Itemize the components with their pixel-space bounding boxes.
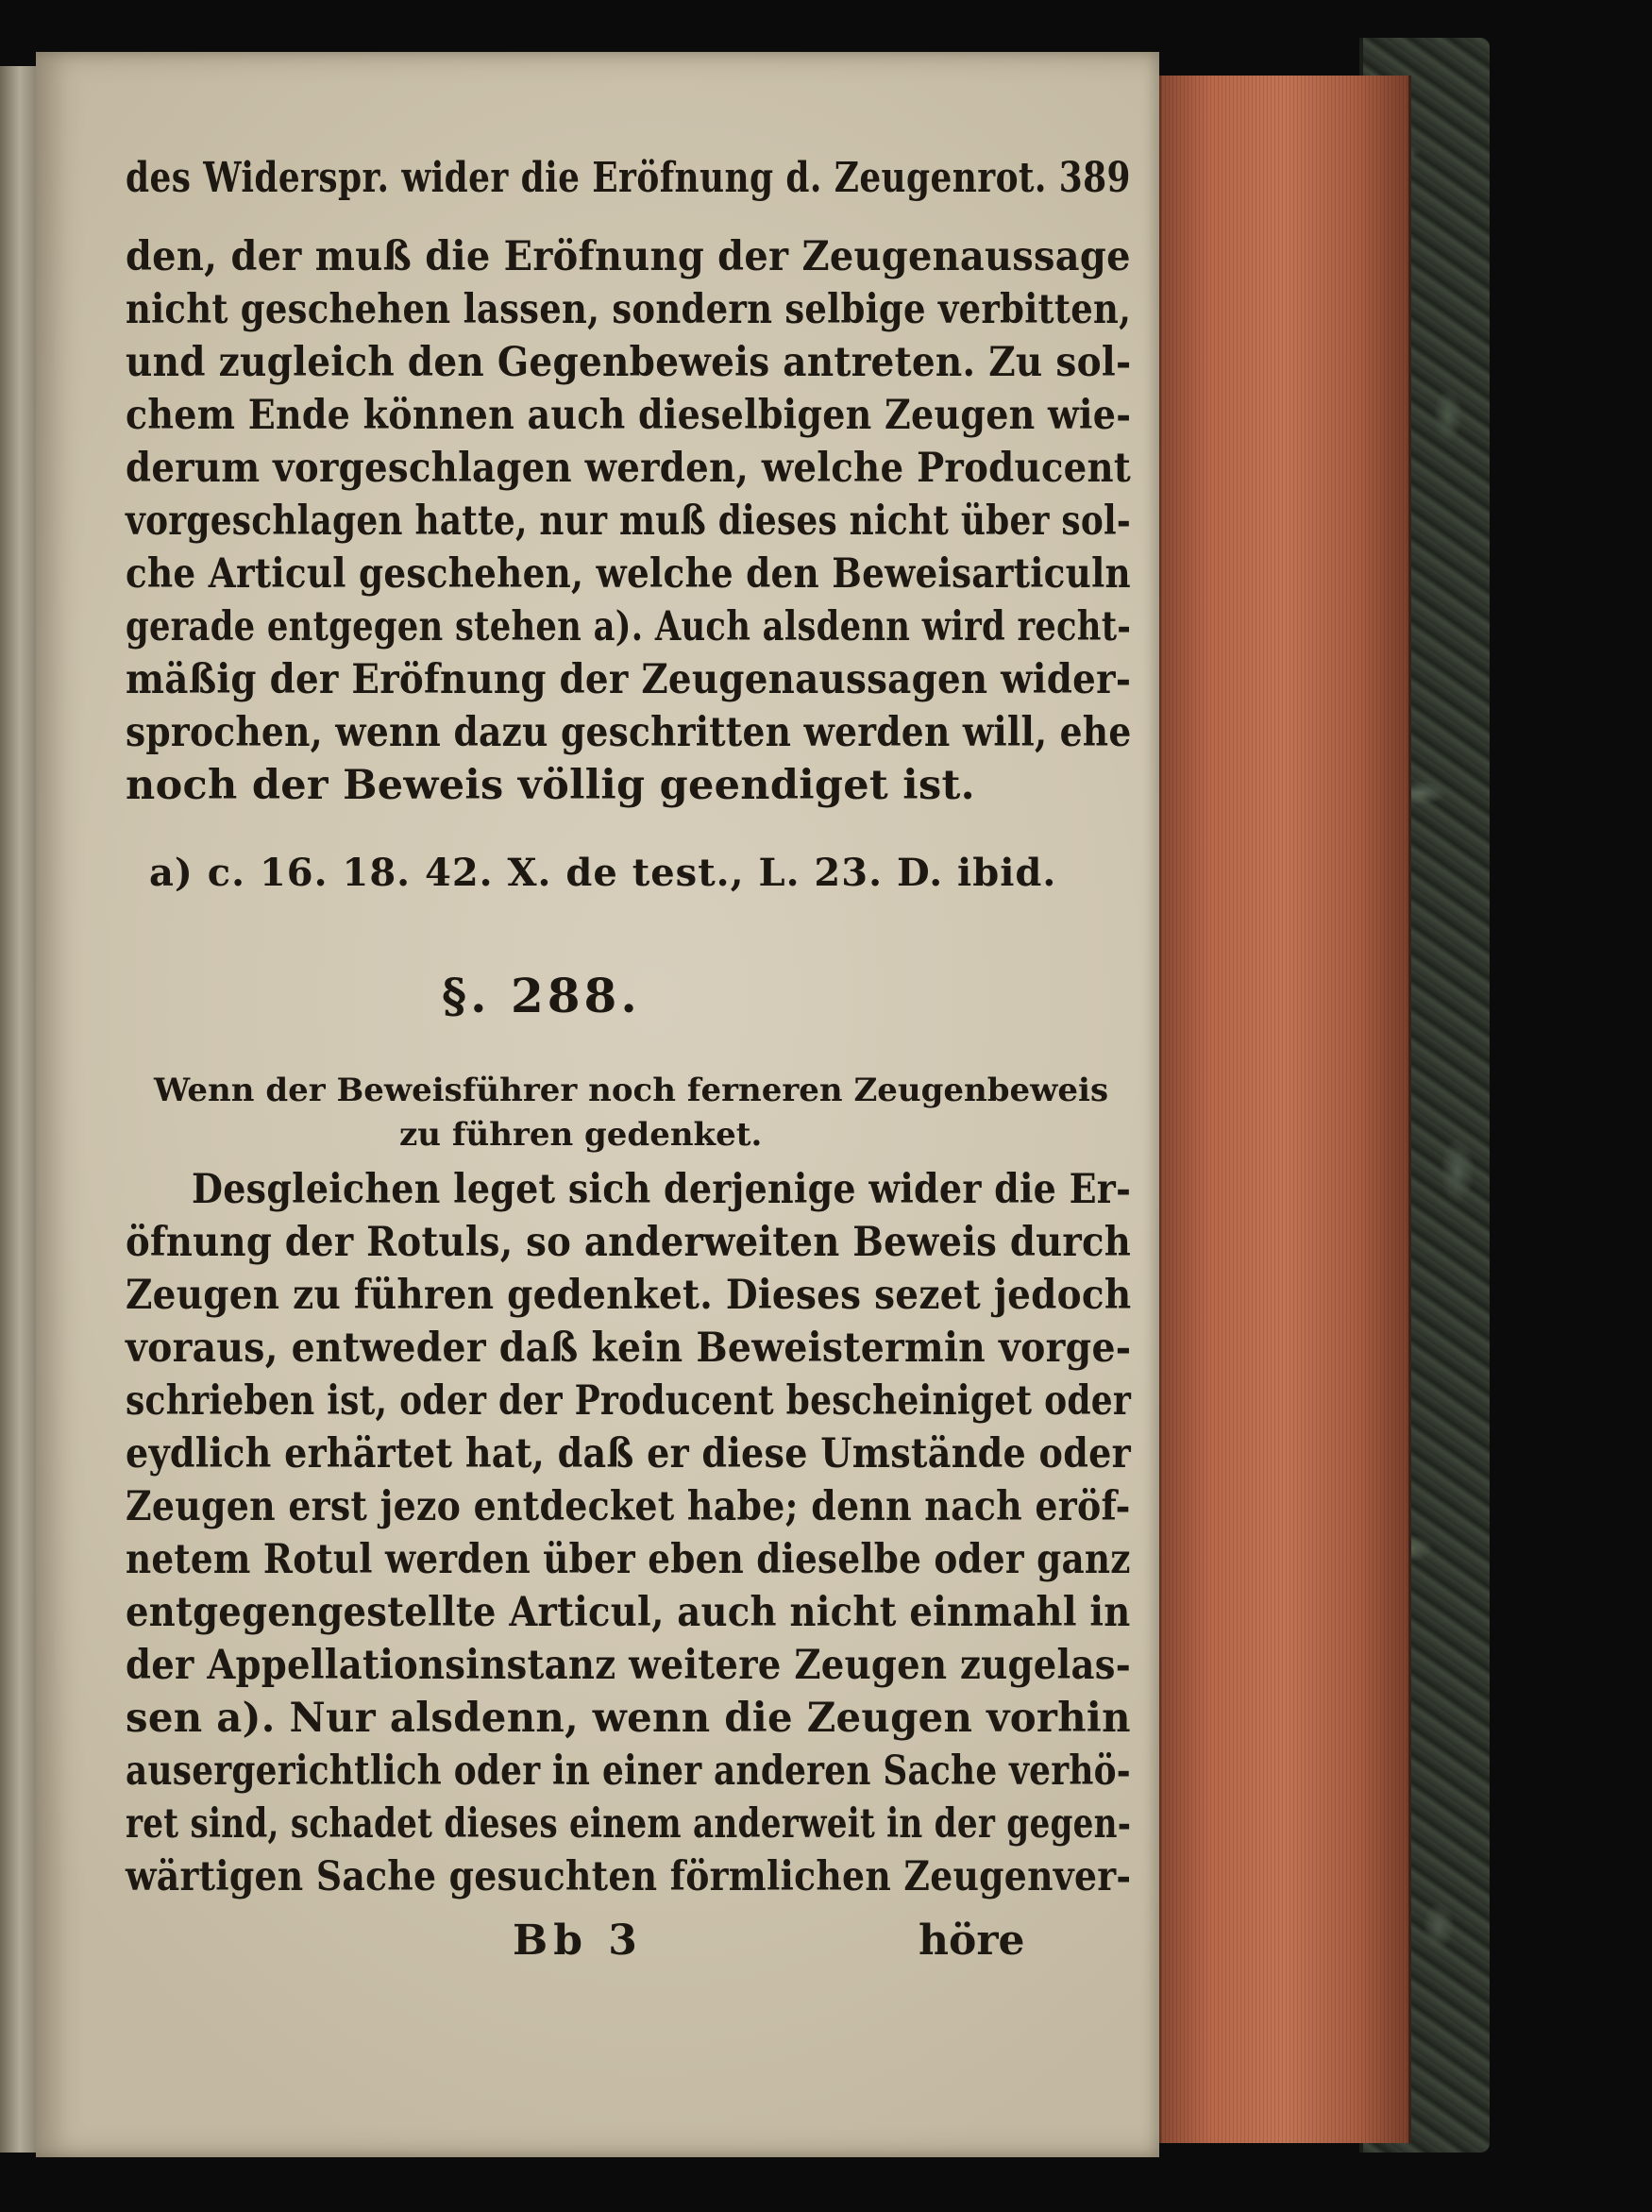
body-line: den, der muß die Eröfnung der Zeugenaussage <box>126 233 1131 280</box>
body-line: ret sind, schadet dieses einem anderweit in der gegen- <box>126 1800 1132 1848</box>
body-line: sen a). Nur alsdenn, wenn die Zeugen vorhin <box>126 1695 1131 1742</box>
body-line: netem Rotul werden über eben dieselbe oder ganz <box>126 1536 1131 1583</box>
section-heading-line: zu führen gedenket. <box>399 1116 763 1154</box>
section-heading-line: Wenn der Beweisführer noch ferneren Zeugenbeweis <box>154 1072 1109 1109</box>
page-fore-edge <box>1159 76 1411 2143</box>
body-line: eydlich erhärtet hat, daß er diese Umstände oder <box>126 1430 1131 1477</box>
section-number: §. 288. <box>442 968 641 1023</box>
body-line: che Articul geschehen, welche den Beweisarticuln <box>126 550 1131 598</box>
body-line: Zeugen erst jezo entdecket habe; denn nach eröf- <box>126 1483 1131 1530</box>
body-line: der Appellationsinstanz weitere Zeugen zugelas- <box>126 1642 1131 1689</box>
body-line: voraus, entweder daß kein Beweistermin vorge- <box>126 1325 1132 1372</box>
body-line: schrieben ist, oder der Producent bescheiniget oder <box>126 1377 1132 1425</box>
body-line: öfnung der Rotuls, so anderweiten Beweis durch <box>126 1219 1132 1266</box>
body-line: wärtigen Sache gesuchten förmlichen Zeugenver- <box>126 1853 1132 1900</box>
body-line: nicht geschehen lassen, sondern selbige verbitten, <box>126 286 1132 333</box>
body-line: chem Ende können auch dieselbigen Zeugen wie- <box>126 392 1132 439</box>
facing-page-edge <box>0 66 39 2153</box>
body-line: vorgeschlagen hatte, nur muß dieses nicht über sol- <box>126 498 1132 545</box>
signature-mark: Bb 3 <box>513 1917 643 1965</box>
footnote: a) c. 16. 18. 42. X. de test., L. 23. D. ibid. <box>149 851 1057 895</box>
body-line: mäßig der Eröfnung der Zeugenaussagen wider- <box>126 656 1132 703</box>
body-line: Desgleichen leget sich derjenige wider die Er- <box>192 1166 1132 1213</box>
body-line: noch der Beweis völlig geendiget ist. <box>126 762 975 809</box>
body-line: Zeugen zu führen gedenket. Dieses sezet jedoch <box>126 1272 1132 1319</box>
body-line: entgegengestellte Articul, auch nicht einmahl in <box>126 1589 1131 1636</box>
body-line: und zugleich den Gegenbeweis antreten. Zu sol- <box>126 339 1132 386</box>
running-head: des Widerspr. wider die Eröfnung d. Zeugenrot. 389 <box>126 154 1131 202</box>
body-line: gerade entgegen stehen a). Auch alsdenn wird recht- <box>126 603 1132 650</box>
book-page <box>36 52 1159 2157</box>
body-line: derum vorgeschlagen werden, welche Producent <box>126 445 1132 492</box>
catchword: höre <box>919 1917 1025 1965</box>
body-line: ausergerichtlich oder in einer anderen Sache verhö- <box>126 1748 1131 1795</box>
body-line: sprochen, wenn dazu geschritten werden will, ehe <box>126 709 1132 756</box>
